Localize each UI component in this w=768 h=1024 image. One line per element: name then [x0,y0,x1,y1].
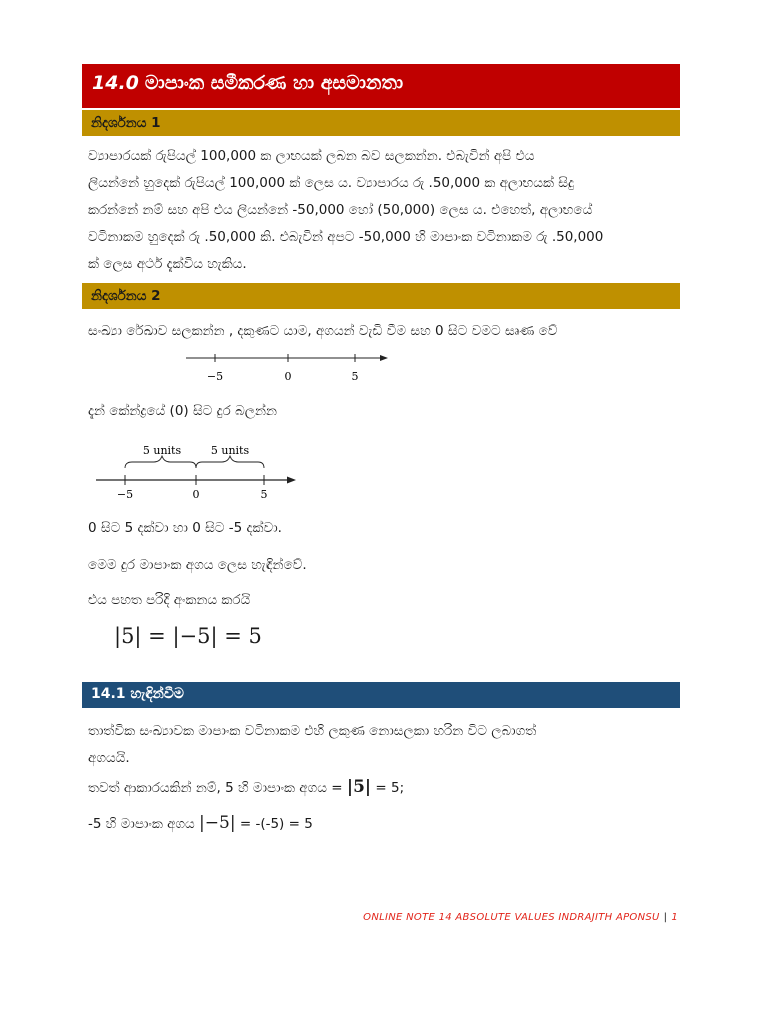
abs-neg5-suffix: = -(-5) = 5 [235,816,313,832]
page-footer [363,912,678,923]
example-2-heading: නිදර්ශනය 2 [82,283,680,309]
arrow-right-icon [380,355,388,361]
example-abs-neg5 [88,810,678,838]
example-1-line: ව්‍යාපාරයක් රුපියල් 100,000 ක ලාභයක් ලබන බව සලකන්න. එබැවින් අපි එය [88,148,535,164]
notation-text: එය පහත පරිදි අංකනය කරයි [88,592,251,608]
abs-neg5-prefix: -5 හි මාපාංක අගය [88,816,200,832]
section-14-1-heading: 14.1 හැඳින්වීම [82,682,680,708]
arrow-right-icon [287,477,296,484]
abs-5-suffix: = 5; [371,780,405,796]
tick-label: 5 [260,488,268,501]
brace-label: 5 units [142,444,182,457]
range-text: 0 සිට 5 දක්වා හා 0 සිට -5 දක්වා. [88,520,282,536]
section-14-1-definition [88,718,678,772]
example-1-body [88,143,678,278]
example-1-line: වටිනාකම හුදෙක් රු .50,000 කි. එබැවින් අපට -50,000 හි මාපාංක වටිනාකම රු .50,000 [88,229,604,245]
tick-label: −5 [206,370,224,383]
absolute-value-equation: |5| = |−5| = 5 [114,624,262,648]
tick-label: −5 [116,488,134,501]
abs-neg5-expression: |−5| [199,813,236,833]
chapter-title: මාපාංක සමීකරණ හා අසමානතා [144,72,404,94]
tick-label: 0 [192,488,200,501]
example-1-heading: නිදර්ශනය 1 [82,110,680,136]
number-line-1 [180,352,395,386]
page-number: 1 [671,912,678,923]
example-2-intro: සංඛ්‍යා රේඛාව සලකන්න , දකුණට යාම, අගයන් වැඩි වීම සහ 0 සිට වමට සෘණ වේ [88,323,558,339]
brace-right [196,456,264,468]
brace-label: 5 units [210,444,250,457]
footer-text: ONLINE NOTE 14 ABSOLUTE VALUES INDRAJITH APONSU [363,912,660,923]
abs-5-prefix: තවත් ආකාරයකින් නම්, 5 හි මාපාංක අගය = [88,780,347,796]
chapter-number: 14.0 [92,72,139,94]
tick-label: 5 [351,370,359,383]
definition-line: තාත්වික සංඛ්‍යාවක මාපාංක වටිනාකම එහි ලකුණ නොසලකා හරින විට ලබාගත් [88,723,537,739]
definition-text: මෙම දුර මාපාංක අගය ලෙස හැඳින්වේ. [88,557,307,573]
example-1-line: ලියන්නේ හුදෙක් රුපියල් 100,000 ක් ලෙස ය. ව්‍යාපාරය රු .50,000 ක අලාභයක් සිදු [88,175,574,191]
look-from-center-text: දැන් කේන්ද්‍රයේ (0) සිට දුර බලන්න [88,403,277,419]
definition-line: අගයයි. [88,750,130,766]
footer-separator: | [663,912,668,923]
abs-5-expression: |5| [346,777,372,797]
number-line-2 [92,438,302,502]
example-1-line: කරන්නේ නම් සහ අපි එය ලියන්නේ -50,000 හෝ (50,000) ලෙස ය. එහෙත්, අලාභයේ [88,202,593,218]
chapter-title-bar [82,64,680,108]
tick-label: 0 [284,370,292,383]
example-abs-5 [88,774,678,802]
example-1-line: ක් ලෙස අර්ථ දැක්විය හැකිය. [88,256,247,272]
brace-left [125,456,196,468]
